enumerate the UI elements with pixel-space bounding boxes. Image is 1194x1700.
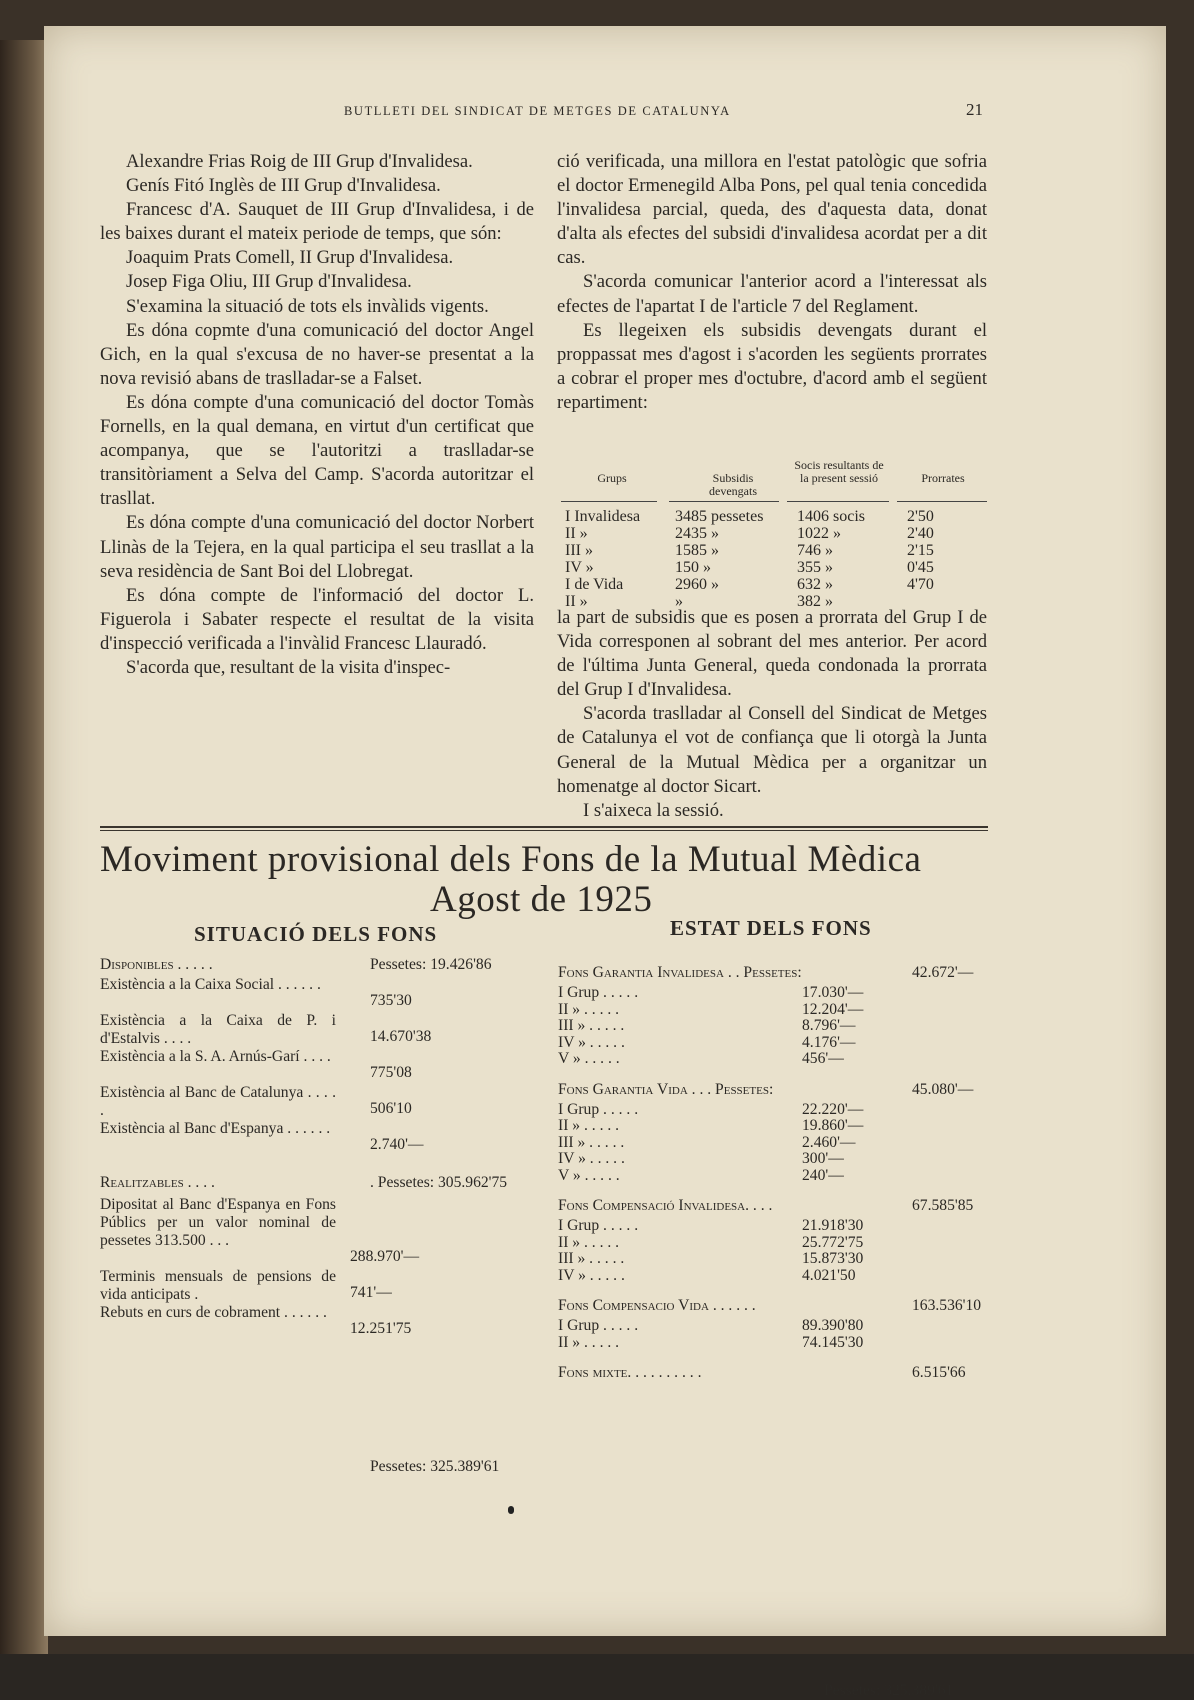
fund-line: I Grup . . . . . [558, 1317, 639, 1334]
fund-line: V » . . . . . [558, 1050, 620, 1067]
left-column [100, 150, 534, 680]
fund-line: 741'— [350, 1284, 392, 1301]
fund-line: 4.021'50 [802, 1266, 856, 1284]
page-number: 21 [966, 100, 983, 119]
fund-line: 14.670'38 [370, 1028, 432, 1045]
fund-line: . Pessetes: 305.962'75 [370, 1174, 508, 1191]
paragraph: I s'aixeca la sessió. [583, 799, 724, 821]
fund-line: Fons mixte. . . . . . . . . . [558, 1364, 702, 1381]
fund-line: 22.220'— [802, 1100, 864, 1118]
table-cell: III » [565, 542, 593, 559]
fund-line: III » . . . . . [558, 1017, 625, 1034]
paragraph: S'examina la situació de tots els invàlids vigents. [126, 295, 489, 317]
paragraph: Es dóna copmte d'una comunicació del doctor Angel Gich, en la qual s'excusa de no haver-se presentat a la nova revisió abans de traslladar-se a Falset. [100, 319, 534, 389]
situacio-dels-fons [100, 948, 540, 1538]
table-cell: I de Vida [565, 576, 624, 593]
rule [897, 501, 987, 502]
paragraph: la part de subsidis que es posen a prorrata del Grup I de Vida corresponen al sobrant del mes anterior. Per acord de l'última Junta General, queda condonada la prorrata del Grup I d'Invalidesa. [557, 607, 987, 701]
table-cell: 2435 » [675, 525, 719, 542]
table-cell: 4'70 [907, 576, 934, 593]
fund-line: I Grup . . . . . [558, 1217, 639, 1234]
fund-item-label: Dipositat al Banc d'Espanya en Fons Públics per un valor nominal de pessetes 313.500 . . . [100, 1196, 336, 1249]
fund-item-label: Existència a la Caixa Social . . . . . . [100, 976, 321, 993]
table-row [557, 576, 987, 594]
fund-line: 25.772'75 [802, 1233, 864, 1251]
fund-line: 12.251'75 [350, 1320, 412, 1337]
table-cell: 1585 » [675, 542, 719, 559]
table-cell: 3485 pessetes [675, 508, 764, 525]
fund-line: 8.796'— [802, 1017, 856, 1034]
fund-line: 2.460'— [802, 1133, 856, 1151]
table-cell: IV » [565, 559, 594, 576]
fund-line: Pessetes: 19.426'86 [370, 956, 492, 973]
section-subtitle: Agost de 1925 [430, 879, 653, 920]
paragraph: Es dóna compte d'una comunicació del doctor Norbert Llinàs de la Tejera, en la qual participa el seu trasllat a la seva residència de Sant Boi del Llobregat. [100, 512, 534, 582]
table-cell: II » [565, 593, 588, 610]
table-cell: 1022 » [797, 525, 841, 542]
estat-dels-fons [558, 944, 992, 1699]
fund-line: IV » . . . . . [558, 1266, 625, 1284]
table-header-subsidis: Subsidis devengats [709, 471, 757, 498]
table-cell: 1406 socis [797, 508, 865, 525]
table-cell: » [675, 593, 683, 610]
fund-line: IV » . . . . . [558, 1150, 625, 1167]
fund-line: 775'08 [370, 1064, 412, 1081]
fund-line: 21.918'30 [802, 1217, 864, 1234]
table-cell: 2'15 [907, 542, 934, 559]
paragraph: Francesc d'A. Sauquet de III Grup d'Invalidesa, i de les baixes durant el mateix periode de temps, que són: [100, 199, 534, 245]
table-header-grups: Grups [597, 471, 627, 485]
prorrata-table [557, 456, 987, 614]
document-page [44, 26, 1166, 1699]
fund-line: 42.672'— [912, 964, 974, 981]
fund-line: II » . . . . . [558, 1000, 620, 1018]
fund-item-label: Existència a la S. A. Arnús-Garí . . . . [100, 1048, 331, 1065]
paragraph: Joaquim Prats Comell, II Grup d'Invalidesa. [126, 247, 454, 269]
fund-line: Pessetes: 325.389'61 [370, 1458, 500, 1475]
fund-line: Fons Garantia Vida . . . Pessetes: [558, 1080, 774, 1098]
fund-line: 15.873'30 [802, 1250, 864, 1267]
paragraph: Alexandre Frias Roig de III Grup d'Invalidesa. [126, 151, 473, 172]
right-column-bottom [557, 606, 987, 823]
rule [787, 501, 889, 502]
fund-line: 67.585'85 [912, 1197, 974, 1214]
fund-line: 506'10 [370, 1100, 412, 1117]
fund-line: 735'30 [370, 992, 412, 1009]
fund-line: 456'— [802, 1050, 844, 1067]
running-header: BUTLLETI DEL SINDICAT DE METGES DE CATALUNYA [344, 104, 731, 118]
fund-line: Fons Garantia Invalidesa . . Pessetes: [558, 964, 802, 981]
fund-line: 19.860'— [802, 1117, 864, 1134]
fund-line: II » . . . . . [558, 1333, 620, 1351]
table-row [557, 525, 987, 543]
section-divider [100, 826, 988, 828]
fund-item-label: Existència al Banc de Catalunya . . . . . [100, 1084, 336, 1119]
fund-line: Disponibles . . . . . [100, 956, 213, 973]
fund-item-label: Existència al Banc d'Espanya . . . . . . [100, 1120, 331, 1137]
fund-line: I Grup . . . . . [558, 984, 639, 1001]
situacio-title: SITUACIÓ DELS FONS [194, 922, 438, 946]
right-column-top [557, 150, 987, 415]
fund-item-label: Existència a la Caixa de P. i d'Estalvis . . . . [100, 1012, 336, 1047]
paragraph: Es dóna compte de l'informació del doctor L. Figuerola i Sabater respecte el resultat de la visita d'inspecció verificada a l'invàlid Francesc Llauradó. [100, 584, 534, 654]
ink-dot [508, 1506, 514, 1514]
fund-line: 300'— [802, 1150, 844, 1167]
estat-title: ESTAT DELS FONS [670, 916, 872, 940]
fund-item-label: Rebuts en curs de cobrament . . . . . . [100, 1304, 327, 1321]
paragraph: S'acorda que, resultant de la visita d'inspec- [126, 656, 451, 678]
fund-line: Fons Compensació Invalidesa. . . . [558, 1197, 773, 1214]
table-cell: II » [565, 525, 588, 542]
table-row [557, 542, 987, 560]
table-cell: I Invalidesa [565, 508, 641, 525]
paragraph: Es llegeixen els subsidis devengats durant el proppassat mes d'agost i s'acorden les següents prorrates a cobrar el proper mes d'octubre, d'acord amb el següent repartiment: [557, 319, 987, 413]
fund-line: Fons Compensacio Vida . . . . . . [558, 1297, 756, 1314]
rule [561, 501, 657, 502]
fund-line: V » . . . . . [558, 1166, 620, 1184]
paragraph: S'acorda traslladar al Consell del Sindicat de Metges de Catalunya el vot de confiança que li otorgà la Junta General de la Mutual Mèdica per a organitzar un homenatge al doctor Sicart. [557, 703, 987, 797]
fund-line: Pessetes: 325.389'61 [824, 1682, 954, 1699]
section-divider [100, 830, 988, 831]
fund-line: III » . . . . . [558, 1250, 625, 1267]
fund-line: I Grup . . . . . [558, 1100, 639, 1118]
fund-line: II » . . . . . [558, 1233, 620, 1251]
fund-line: 6.515'66 [912, 1364, 966, 1381]
fund-line: 12.204'— [802, 1000, 864, 1018]
table-cell: 355 » [797, 559, 833, 576]
fund-line: 2.740'— [370, 1136, 424, 1153]
fund-line: 4.176'— [802, 1033, 856, 1051]
table-row [557, 559, 987, 577]
fund-line: III » . . . . . [558, 1133, 625, 1151]
fund-line: 45.080'— [912, 1080, 974, 1098]
fund-line: 17.030'— [802, 984, 864, 1001]
table-cell: 0'45 [907, 559, 934, 576]
table-cell: 2'50 [907, 508, 934, 525]
paragraph: S'acorda comunicar l'anterior acord a l'interessat als efectes de l'apartat I de l'article 7 del Reglament. [557, 271, 987, 317]
fund-line: II » . . . . . [558, 1117, 620, 1134]
section-title: Moviment provisional dels Fons de la Mutual Mèdica [100, 839, 922, 880]
table-cell: 632 » [797, 576, 833, 593]
table-cell: 746 » [797, 542, 833, 559]
paragraph: Genís Fitó Inglès de III Grup d'Invalidesa. [126, 175, 441, 197]
fund-line: 288.970'— [350, 1248, 420, 1265]
rule [669, 501, 779, 502]
fund-line: IV » . . . . . [558, 1033, 625, 1051]
fund-line: Realitzables . . . . [100, 1174, 215, 1191]
fund-line: 74.145'30 [802, 1333, 864, 1351]
fund-line: 163.536'10 [912, 1297, 982, 1314]
table-header-prorrates: Prorrates [921, 471, 965, 485]
table-header-socis: Socis resultants de la present sessió [794, 458, 884, 485]
table-cell: 2960 » [675, 576, 719, 593]
fund-line: 89.390'80 [802, 1317, 864, 1334]
table-cell: 150 » [675, 559, 711, 576]
fund-item-label: Terminis mensuals de pensions de vida anticipats . [100, 1268, 336, 1303]
paragraph: Josep Figa Oliu, III Grup d'Invalidesa. [126, 271, 412, 293]
table-cell: 382 » [797, 593, 833, 610]
table-row [557, 508, 987, 526]
paragraph: Es dóna compte d'una comunicació del doctor Tomàs Fornells, en la qual demana, en virtut d'un certificat que acompanya, que se l'autoritzi a traslladar-se transitòriament a Selva del Camp. S'acorda autoritzar el trasllat. [100, 391, 534, 510]
table-cell: 2'40 [907, 525, 934, 542]
fund-line: 240'— [802, 1166, 844, 1184]
book-spine [0, 40, 48, 1654]
paragraph: ció verificada, una millora en l'estat patològic que sofria el doctor Ermenegild Alba Pons, pel qual tenia concedida l'invalidesa parcial, queda, des d'aquesta data, donat d'alta als efectes del subsidi d'invalidesa acordat per a dit cas. [557, 151, 987, 269]
